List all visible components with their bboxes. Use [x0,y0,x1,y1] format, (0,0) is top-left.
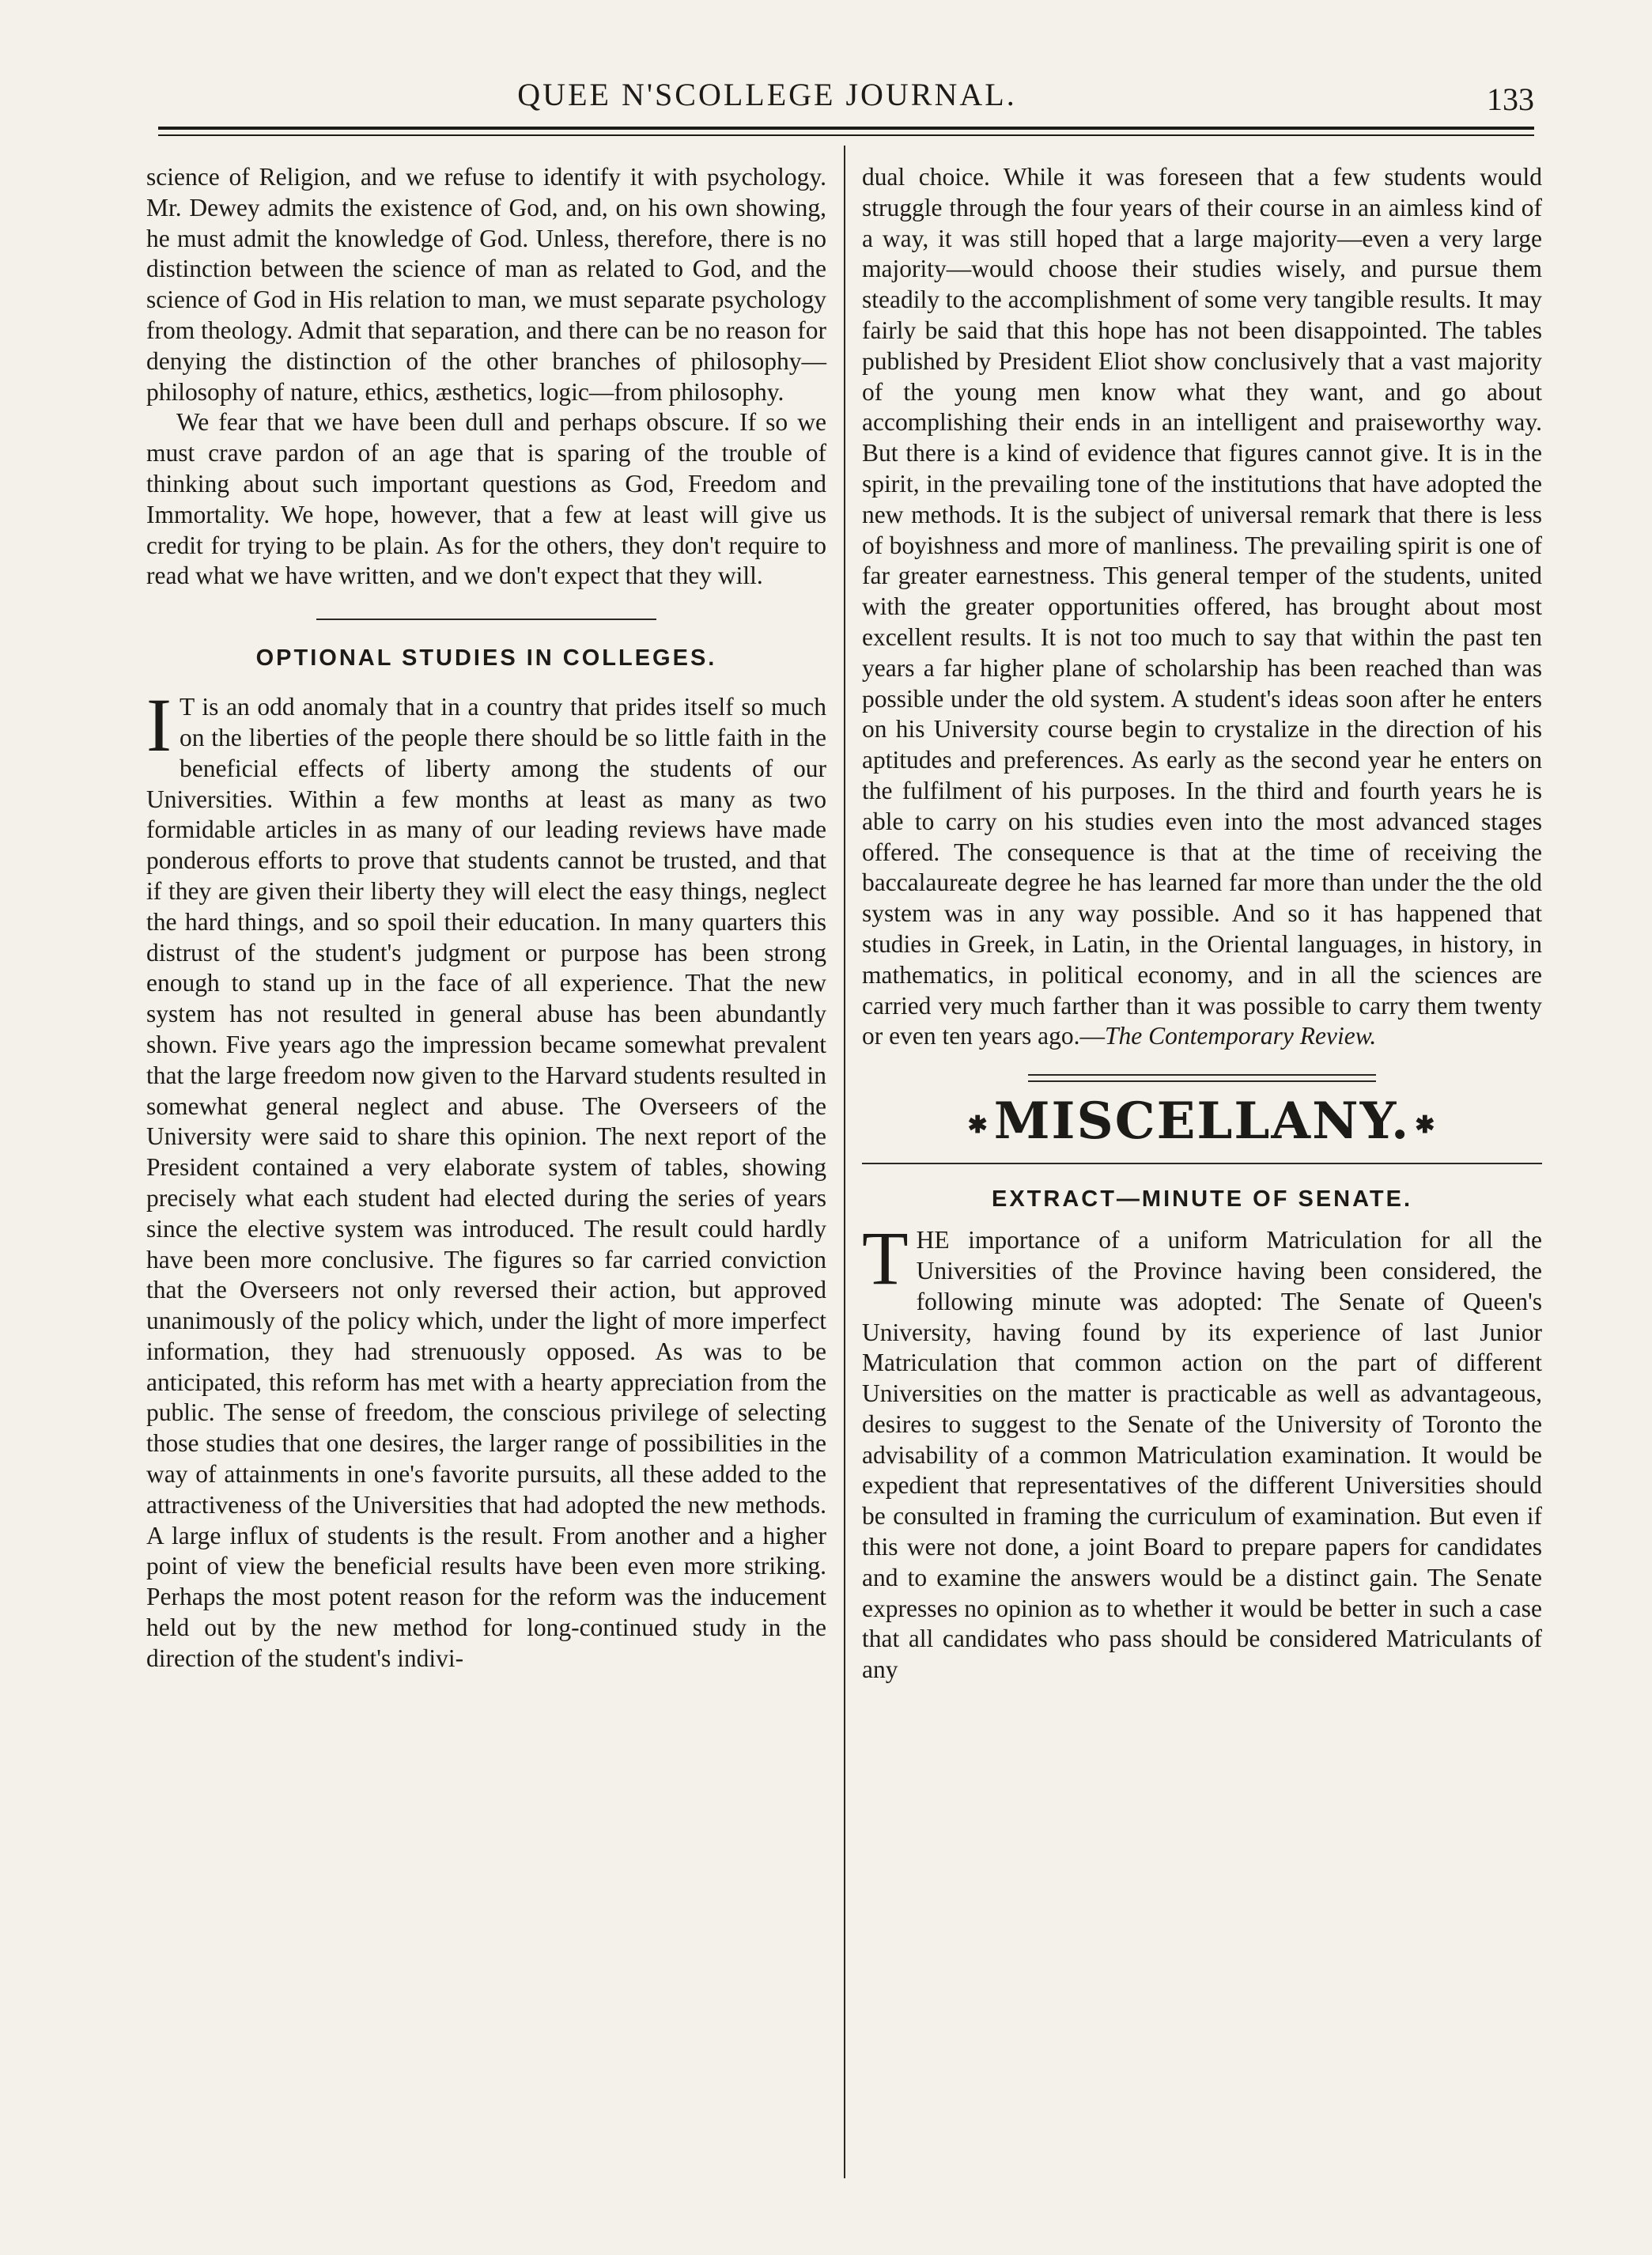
header-rule [158,127,1534,130]
senate-minute-text: HE importance of a uniform Matriculation for all the Universities of the Province having been considered, the following minute was adopted: The Senate of Queen's University, having found by its experience of last Junior Matriculation that common action on the part of different Universities on the matter is practicable as well as advantageous, desires to suggest to the Senate of the University of Toronto the advisability of a common Matriculation examination. It would be expedient that representatives of the different Universities should be consulted in framing the curriculum of examination. But even if this were not done, a joint Board to prepare papers for candidates and to examine the answers would be a distinct gain. The Senate expresses no opinion as to whether it would be better in such a case that all candidates who pass should be considered Matriculants of any [862,1226,1542,1684]
optional-studies-text: T is an odd anomaly that in a country that prides itself so much on the liberties of the people there should be so little faith in the beneficial effects of liberty among the students of our Universities. Within a few months at least as many as two formidable articles in as many of our leading reviews have made ponderous efforts to prove that students cannot be trusted, and that if they are given their liberty they will elect the easy things, neglect the hard things, and so spoil their education. In many quarters this distrust of the student's judgment or purpose has been strong enough to stand up in the face of all experience. That the new system has not resulted in general abuse has been abundantly shown. Five years ago the impression became somewhat prevalent that the large freedom now given to the Harvard students resulted in somewhat general neglect and abuse. The Overseers of the University were said to share this opinion. The next report of the President contained a very elaborate system of tables, showing precisely what each student had elected during the series of years since the elective system was introduced. The result could hardly have been more conclusive. The figures so far carried conviction that the Overseers not only reversed their action, but approved unanimously of the policy which, under the light of more imperfect information, they had strenuously opposed. As was to be anticipated, this reform has met with a hearty appreciation from the public. The sense of freedom, the conscious privilege of selecting those studies that one desires, the larger range of possibilities in the way of attainments in one's favorite pursuits, all these added to the attractiveness of the Universities that had adopted the new methods. A large influx of students is the result. From another and a higher point of view the beneficial results have been even more striking. Perhaps the most potent reason for the reform was the inducement held out by the new method for long-continued study in the direction of the student's indivi- [146,693,826,1672]
optional-studies-body [146,683,826,1674]
journal-title: QUEE N'SCOLLEGE JOURNAL. [517,77,1017,112]
religion-paragraph-end: science of Religion, and we refuse to identify it with psychology. Mr. Dewey admits the existence of God, and, on his own showing, he must admit the knowledge of God. Unless, therefore, there is no distinction between the science of man as related to God, and the science of God in His relation to man, we must separate psychology from theology. Admit that separation, and there can be no reason for denying the distinction of the other branches of philosophy—philosophy of nature, ethics, æsthetics, logic—from philosophy. [146,163,826,406]
miscellany-banner [862,1082,1542,1158]
miscellany-rule [862,1163,1542,1164]
left-column [146,162,826,1674]
drop-cap: I [146,683,172,768]
page-number: 133 [1487,81,1534,117]
section-divider-thick [1028,1074,1376,1076]
miscellany-label: MISCELLANY. [993,1092,1411,1152]
section-divider [316,619,656,620]
senate-minute-body [862,1216,1542,1686]
optional-studies-continued [862,162,1542,1052]
ornament-icon: ✱ [1415,1111,1437,1140]
article-heading-optional-studies: OPTIONAL STUDIES IN COLLEGES. [255,645,717,672]
miscellany-title [963,1092,1442,1151]
source-credit: The Contemporary Review. [1105,1022,1377,1050]
drop-cap: T [862,1216,909,1301]
article-heading-senate: EXTRACT—MINUTE OF SENATE. [991,1186,1413,1213]
column-divider [844,146,845,2178]
header-rule-thin [158,134,1534,136]
right-column [862,162,1542,1686]
running-head [158,76,1534,131]
closing-paragraph: We fear that we have been dull and perhaps obscure. If so we must crave pardon of an age that is sparing of the trouble of thinking about such important questions as God, Freedom and Immortality. We hope, however, that a few at least will give us credit for trying to be plain. As for the others, they don't require to read what we have written, and we don't expect that they will. [146,408,826,590]
continued-text: dual choice. While it was foreseen that a few students would struggle through the four years of their course in an aimless kind of a way, it was still hoped that a large majority—even a very large majority—would choose their studies wisely, and pursue them steadily to the accomplishment of some very tangible results. It may fairly be said that this hope has not been disappointed. The tables published by President Eliot show conclusively that a vast majority of the young men know what they want, and go about accomplishing their ends in an intelligent and praiseworthy way. But there is a kind of evidence that figures cannot give. It is in the spirit, in the prevailing tone of the institutions that have adopted the new methods. It is the subject of universal remark that there is less of boyishness and more of manliness. The prevailing spirit is one of far greater earnestness. This general temper of the students, united with the greater opportunities offered, has brought about most excellent results. It is not too much to say that within the past ten years a far higher plane of scholarship has been reached than was possible under the old system. A student's ideas soon after he enters on his University course begin to crystalize in the direction of his aptitudes and preferences. As early as the second year he enters on the fulfilment of his purposes. In the third and fourth years he is able to carry on his studies even into the most advanced stages offered. The consequence is that at the time of receiving the baccalaureate degree he has learned far more than under the the old system was in any way possible. And so it has happened that studies in Greek, in Latin, in the Oriental languages, in history, in mathematics, in political economy, and in all the sciences are carried very much farther than it was possible to carry them twenty or even ten years ago.— [862,163,1542,1050]
ornament-icon: ✱ [967,1111,989,1140]
